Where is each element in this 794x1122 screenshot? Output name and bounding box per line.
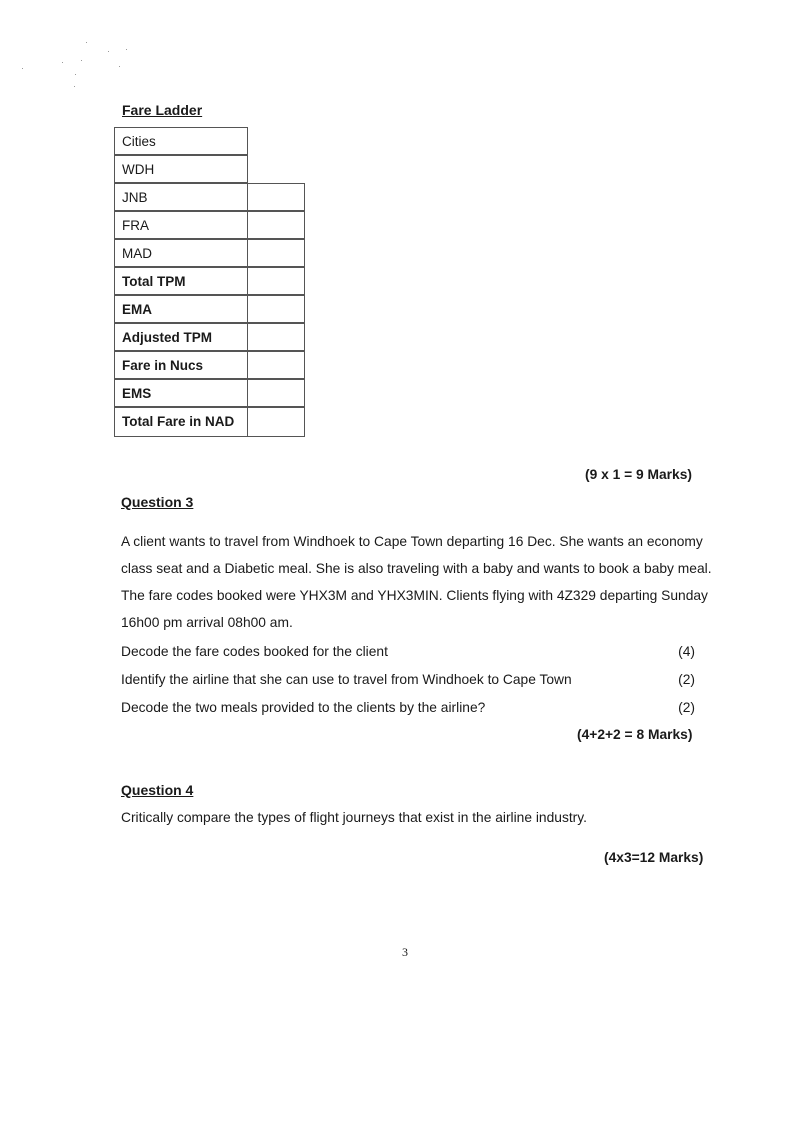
table-cell-label: EMA bbox=[114, 295, 248, 323]
question3-item-marks: (2) bbox=[678, 700, 695, 715]
fare-ladder-marks: (9 x 1 = 9 Marks) bbox=[585, 467, 692, 482]
question3-paragraph-line: The fare codes booked were YHX3M and YHX3MIN. Clients flying with 4Z329 departing Sunday bbox=[121, 588, 708, 603]
question3-paragraph-line: 16h00 pm arrival 08h00 am. bbox=[121, 615, 293, 630]
table-cell-label: JNB bbox=[114, 183, 248, 211]
table-cell-label: Total Fare in NAD bbox=[114, 407, 248, 437]
question4-total-marks: (4x3=12 Marks) bbox=[604, 850, 704, 865]
table-cell-label: Fare in Nucs bbox=[114, 351, 248, 379]
question3-heading: Question 3 bbox=[121, 494, 194, 510]
fare-ladder-title: Fare Ladder bbox=[122, 102, 203, 118]
table-cell-value-empty bbox=[247, 407, 305, 437]
table-cell-value-empty bbox=[247, 183, 305, 211]
question3-item bbox=[121, 700, 695, 715]
page-number: 3 bbox=[402, 945, 408, 959]
question4-text: Critically compare the types of flight journeys that exist in the airline industry. bbox=[121, 810, 587, 825]
question3-item-text: Decode the two meals provided to the clients by the airline? bbox=[121, 700, 486, 715]
question3-paragraph-line: A client wants to travel from Windhoek to Cape Town departing 16 Dec. She wants an economy bbox=[121, 534, 703, 549]
table-cell-value-empty bbox=[247, 379, 305, 407]
question3-item bbox=[121, 672, 695, 687]
table-cell-label: EMS bbox=[114, 379, 248, 407]
table-cell-value-empty bbox=[247, 239, 305, 267]
question3-paragraph-line: class seat and a Diabetic meal. She is also traveling with a baby and wants to book a baby meal. bbox=[121, 561, 712, 576]
table-cell-label: WDH bbox=[114, 155, 248, 183]
question3-item-text: Decode the fare codes booked for the client bbox=[121, 644, 388, 659]
question3-item bbox=[121, 644, 695, 659]
table-cell-value-empty bbox=[247, 211, 305, 239]
table-cell-label: Total TPM bbox=[114, 267, 248, 295]
question4-heading: Question 4 bbox=[121, 782, 194, 798]
table-cell-value-empty bbox=[247, 267, 305, 295]
question3-item-text: Identify the airline that she can use to travel from Windhoek to Cape Town bbox=[121, 672, 572, 687]
table-cell-value-empty bbox=[247, 351, 305, 379]
question3-total-marks: (4+2+2 = 8 Marks) bbox=[577, 727, 693, 742]
table-cell-label: Cities bbox=[114, 127, 248, 155]
table-cell-value-empty bbox=[247, 323, 305, 351]
table-cell-value-empty bbox=[247, 295, 305, 323]
question3-item-marks: (2) bbox=[678, 672, 695, 687]
question3-item-marks: (4) bbox=[678, 644, 695, 659]
table-cell-label: FRA bbox=[114, 211, 248, 239]
table-cell-label: Adjusted TPM bbox=[114, 323, 248, 351]
table-cell-label: MAD bbox=[114, 239, 248, 267]
